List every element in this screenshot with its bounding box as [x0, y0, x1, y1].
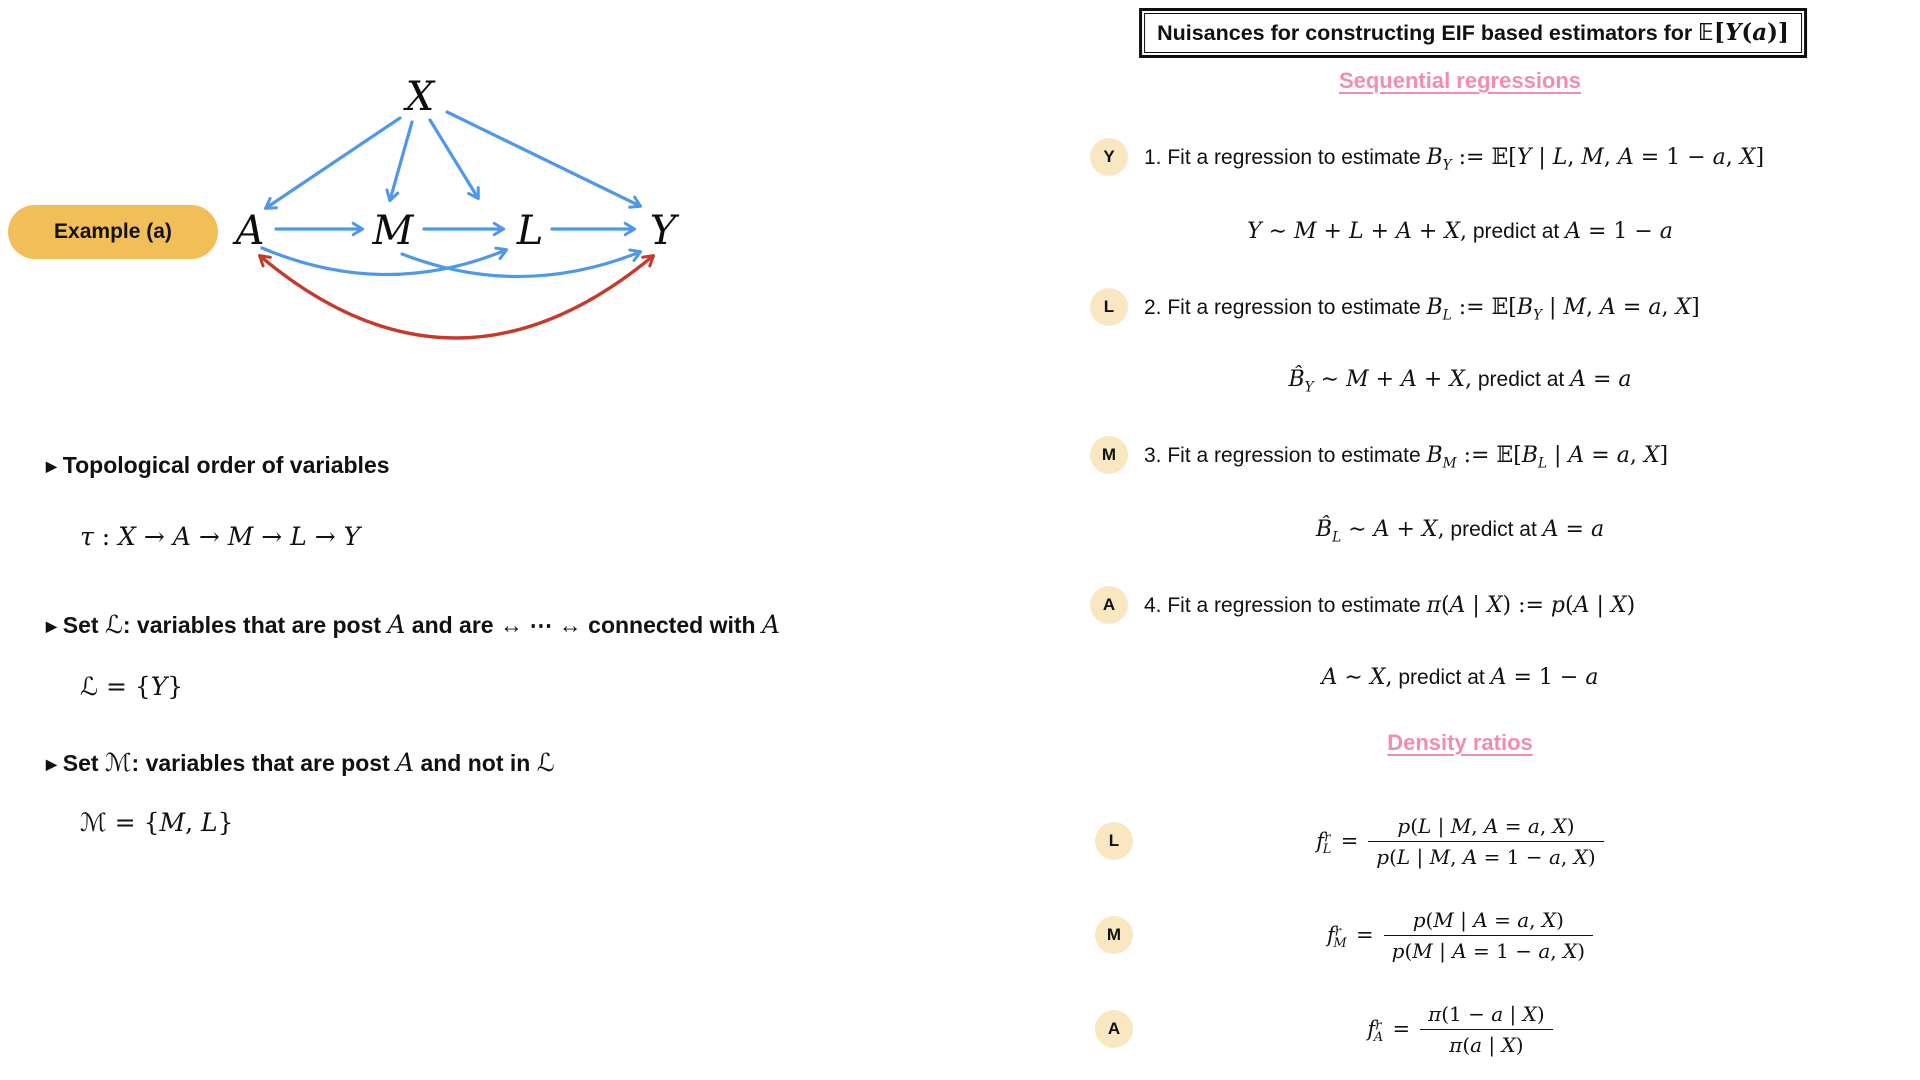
density-ratio-L	[1060, 796, 1860, 886]
badge-letter: A	[1107, 1019, 1121, 1038]
ratio-lhs: $f^r_L$ =	[1316, 829, 1359, 858]
ratio-lhs: $f^r_A$ =	[1367, 1017, 1411, 1046]
density-ratio-A-formula	[1060, 984, 1860, 1074]
density-ratios-heading: Density ratios	[1387, 730, 1533, 755]
title-box	[1139, 8, 1807, 58]
sequential-regressions-heading: Sequential regressions	[1338, 68, 1582, 93]
seq-step-2-formula: $B̂_Y$ ∼ M + A + X, predict at A = a	[1288, 367, 1632, 396]
topological-order-formula: τ : X → A → M → L → Y	[80, 522, 361, 551]
set-L-header	[46, 610, 780, 639]
seq-step-2	[1060, 285, 1860, 329]
set-L-formula: ℒ = {Y}	[80, 672, 184, 701]
variable-badge-L	[1090, 288, 1128, 326]
node-X: X	[405, 74, 435, 120]
badge-letter: M	[1106, 925, 1122, 944]
header-text: Topological order of variables	[62, 452, 390, 478]
seq-step-4	[1060, 583, 1860, 627]
ratio-lhs: $f^r_M$ =	[1326, 923, 1374, 952]
badge-letter: L	[1108, 831, 1120, 850]
seq-step-4-formula: A ∼ X, predict at A = 1 − a	[1321, 665, 1599, 690]
seq-step-3-formula: $B̂_L$ ∼ A + X, predict at A = a	[1315, 517, 1605, 546]
panel-title: Nuisances for constructing EIF based estimators for 𝔼[Y(a)]	[1144, 13, 1802, 53]
node-M: M	[372, 208, 414, 254]
edge-M-Y-curved	[402, 252, 640, 277]
seq-step-1-text: 1. Fit a regression to estimate $B_Y$ := 𝔼[Y | L, M, A = 1 − a, X]	[1144, 144, 1765, 173]
badge-letter: Y	[1103, 147, 1115, 166]
badge-letter: A	[1102, 595, 1116, 614]
edge-X-M	[390, 122, 412, 200]
density-ratio-M-formula	[1060, 890, 1860, 980]
example-badge	[8, 205, 218, 259]
bullet-icon: ▶	[46, 618, 57, 634]
node-A: A	[235, 208, 265, 254]
fraction-denominator: p(M | A = 1 − a, X)	[1384, 935, 1593, 963]
example-badge-label: Example (a)	[54, 220, 172, 243]
seq-step-1	[1060, 135, 1860, 179]
variable-badge-M	[1090, 436, 1128, 474]
seq-step-2-text: 2. Fit a regression to estimate $B_L$ := $𝔼[B_Y$ | M, A = a, X]	[1144, 294, 1700, 323]
bullet-icon: ▶	[46, 458, 57, 474]
node-Y: Y	[649, 208, 677, 254]
fraction-numerator: p(L | M, A = a, X)	[1397, 813, 1575, 838]
bullet-icon: ▶	[46, 756, 57, 772]
header-text: Set ℳ: variables that are post A and not in ℒ	[62, 748, 555, 777]
density-ratio-A	[1060, 984, 1860, 1074]
density-ratio-M	[1060, 890, 1860, 980]
fraction	[1420, 1002, 1553, 1057]
fraction	[1368, 814, 1603, 869]
nuisances-panel	[1060, 0, 1860, 1080]
fraction	[1384, 908, 1593, 963]
fraction-numerator: p(M | A = a, X)	[1412, 907, 1564, 932]
variable-badge-A	[1090, 586, 1128, 624]
density-ratio-L-formula	[1060, 796, 1860, 886]
fraction-numerator: π(1 − a | X)	[1428, 1001, 1545, 1026]
fraction-denominator: π(a | X)	[1420, 1029, 1553, 1057]
seq-step-1-formula: Y ∼ M + L + A + X, predict at A = 1 − a	[1247, 219, 1673, 244]
seq-step-3	[1060, 433, 1860, 477]
topological-order-header	[46, 452, 390, 479]
fraction-denominator: p(L | M, A = 1 − a, X)	[1368, 841, 1603, 869]
seq-step-4-text: 4. Fit a regression to estimate π(A | X) := p(A | X)	[1144, 592, 1636, 618]
badge-letter: M	[1101, 445, 1117, 464]
edge-X-L	[430, 120, 478, 198]
seq-step-3-text: 3. Fit a regression to estimate $B_M$ := $𝔼[B_L$ | A = a, X]	[1144, 442, 1669, 471]
badge-letter: L	[1103, 297, 1115, 316]
edge-X-A	[266, 118, 400, 208]
set-M-header	[46, 748, 555, 777]
header-text: Set ℒ: variables that are post A and are ↔ ⋯ ↔ connected with A	[62, 610, 780, 639]
set-M-formula: ℳ = {M, L}	[80, 808, 234, 837]
node-L: L	[516, 208, 544, 254]
variable-badge-Y	[1090, 138, 1128, 176]
